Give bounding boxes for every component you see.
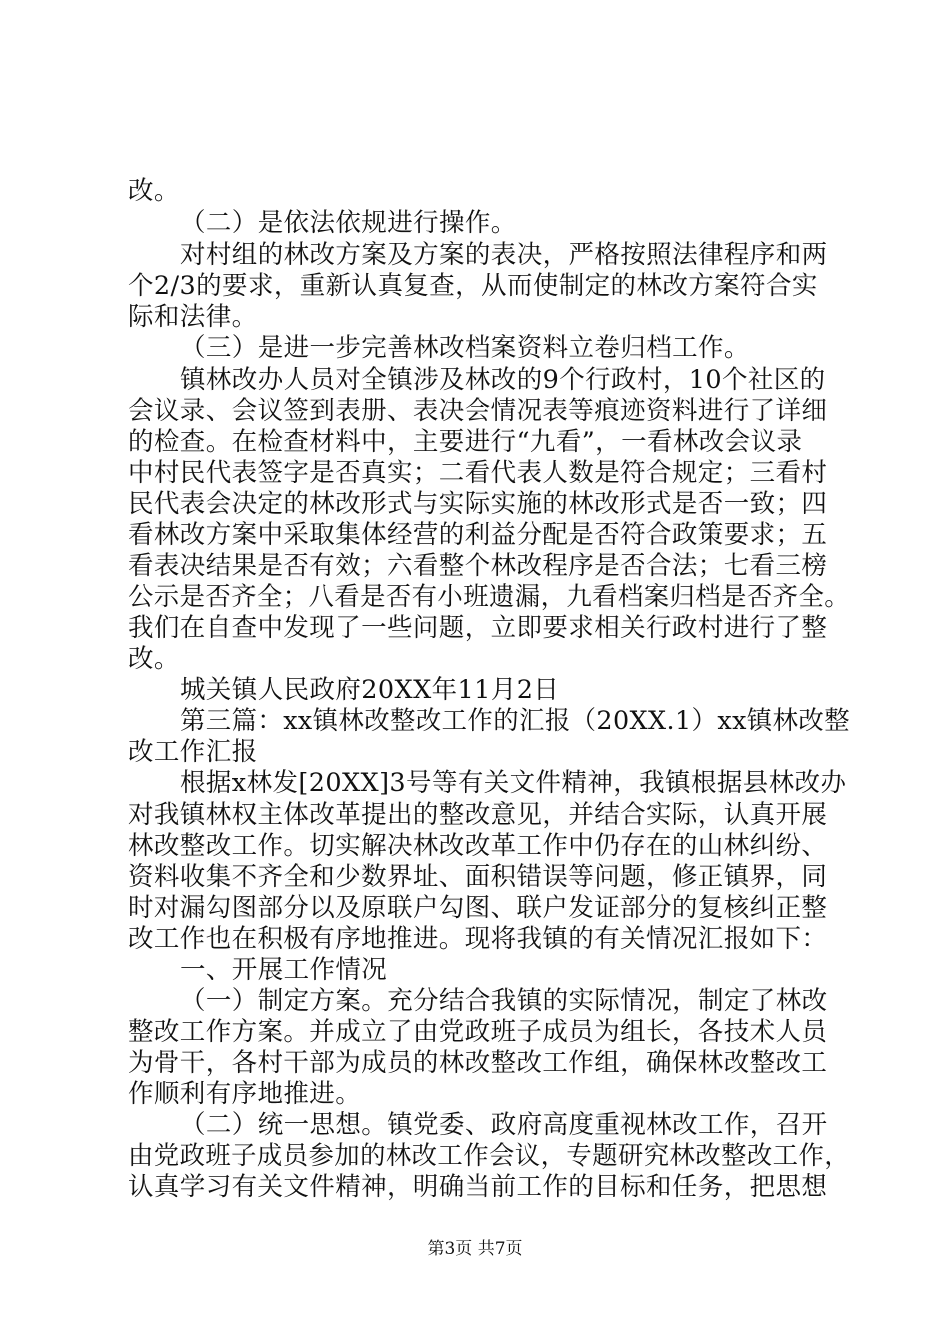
section-heading: 一、开展工作情况 [180,955,388,985]
text-line: 对我镇林权主体改革提出的整改意见，并结合实际，认真开展 [128,800,828,830]
text-line: 中村民代表签字是否真实；二看代表人数是符合规定；三看村 [128,458,828,488]
text-line: （二）统一思想。镇党委、政府高度重视林改工作，召开 [180,1110,828,1140]
text-line: 时对漏勾图部分以及原联户勾图、联户发证部分的复核纠正整 [128,893,828,923]
signature-date: 城关镇人民政府20XX年11月2日 [180,675,560,705]
text-line: 林改整改工作。切实解决林改改革工作中仍存在的山林纠纷、 [128,831,828,861]
text-line: 改。 [128,644,180,674]
chapter-title: 改工作汇报 [128,737,258,767]
text-line: 看林改方案中采取集体经营的利益分配是否符合政策要求；五 [128,520,828,550]
text-line: 根据x林发[20XX]3号等有关文件精神，我镇根据县林改办 [180,768,847,798]
text-line: 我们在自查中发现了一些问题，立即要求相关行政村进行了整 [128,613,828,643]
section-heading: （三）是进一步完善林改档案资料立卷归档工作。 [180,333,750,363]
text-line: 作顺利有序地推进。 [128,1079,362,1109]
page-number-footer: 第3页 共7页 [427,1239,523,1259]
text-line: 改工作也在积极有序地推进。现将我镇的有关情况汇报如下： [128,924,828,954]
text-line: 镇林改办人员对全镇涉及林改的9个行政村，10个社区的 [180,365,826,395]
chapter-title: 第三篇：xx镇林改整改工作的汇报（20XX.1）xx镇林改整 [180,706,851,736]
section-heading: （二）是依法依规进行操作。 [180,208,517,238]
text-line: 民代表会决定的林改形式与实际实施的林改形式是否一致；四 [128,489,828,519]
text-line: 改。 [128,176,180,206]
text-line: 会议录、会议签到表册、表决会情况表等痕迹资料进行了详细 [128,396,828,426]
text-line: （一）制定方案。充分结合我镇的实际情况，制定了林改 [180,986,828,1016]
text-line: 为骨干，各村干部为成员的林改整改工作组，确保林改整改工 [128,1048,828,1078]
text-line: 际和法律。 [128,302,258,332]
text-line: 公示是否齐全；八看是否有小班遗漏，九看档案归档是否齐全。 [128,582,851,612]
text-line: 对村组的林改方案及方案的表决，严格按照法律程序和两 [180,240,828,270]
text-line: 看表决结果是否有效；六看整个林改程序是否合法；七看三榜 [128,551,828,581]
text-line: 整改工作方案。并成立了由党政班子成员为组长，各技术人员 [128,1017,828,1047]
text-line: 资料收集不齐全和少数界址、面积错误等问题，修正镇界，同 [128,862,828,892]
text-line: 的检查。在检查材料中，主要进行“九看”，一看林改会议录 [128,427,803,457]
text-line: 个2/3的要求，重新认真复查，从而使制定的林改方案符合实 [128,271,818,301]
text-line: 认真学习有关文件精神，明确当前工作的目标和任务，把思想 [128,1172,828,1202]
text-line: 由党政班子成员参加的林改工作会议，专题研究林改整改工作， [128,1141,851,1171]
